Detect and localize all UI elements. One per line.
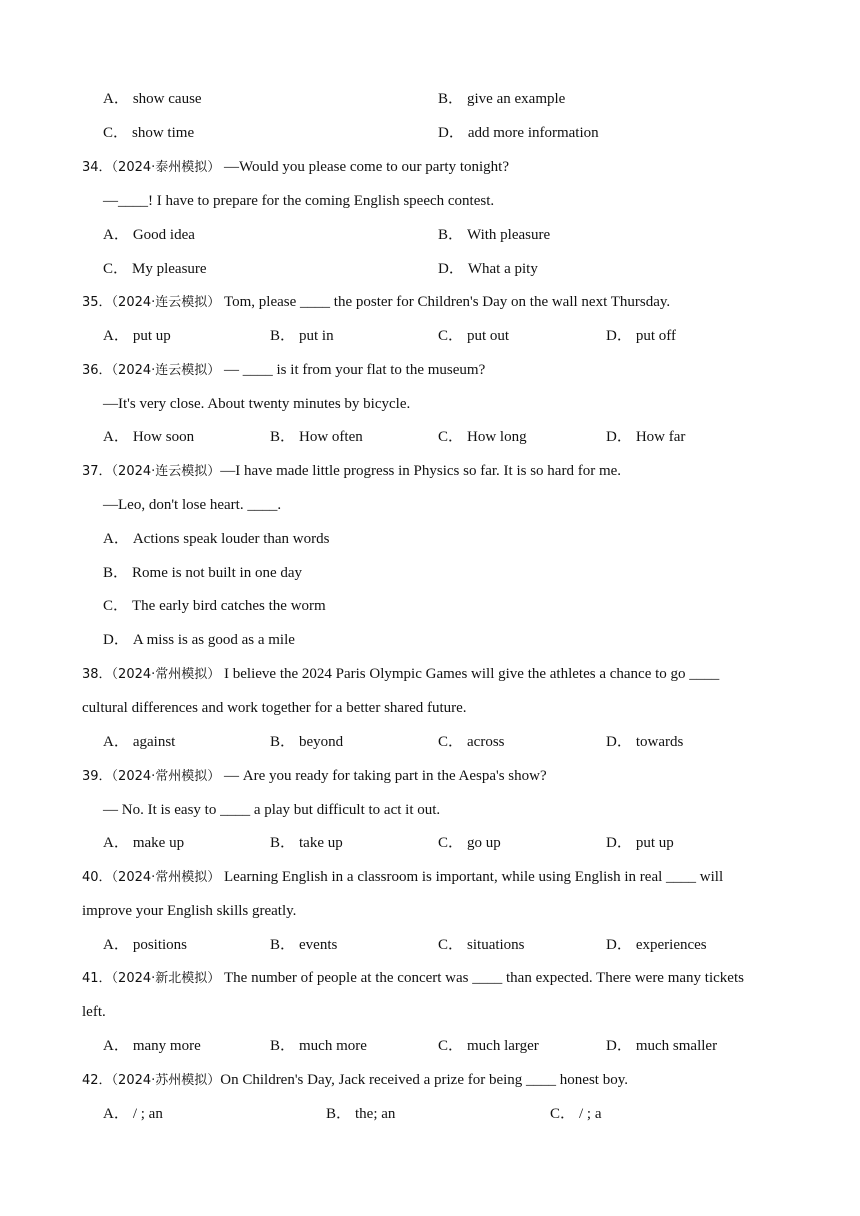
q39-option-a: A． make up (103, 835, 185, 851)
q38-option-d: D． towards (606, 734, 684, 750)
q41-option-a: A． many more (103, 1038, 201, 1054)
q33-option-c: C． show time (103, 125, 195, 141)
q41-stem-line2: left. (82, 1004, 106, 1020)
q37-option-d: D． A miss is as good as a mile (103, 632, 295, 648)
q41-option-c: C． much larger (438, 1038, 539, 1054)
q34-stem-line2: —____! I have to prepare for the coming English speech contest. (103, 193, 495, 209)
q38-option-a: A． against (103, 734, 176, 750)
q34-option-d: D． What a pity (438, 261, 538, 277)
q40-stem-line2: improve your English skills greatly. (82, 903, 297, 919)
q35-option-d: D． put off (606, 328, 676, 344)
q42-option-b: B． the; an (326, 1106, 396, 1122)
q34-option-b: B． With pleasure (438, 227, 551, 243)
q38-stem-line2: cultural differences and work together for a better shared future. (82, 700, 467, 716)
q40-stem: 40．（2024·常州模拟） Learning English in a classroom is important, while using English in real ____ will (82, 869, 724, 885)
q42-option-a: A． / ; an (103, 1106, 163, 1122)
q39-stem: 39．（2024·常州模拟） — Are you ready for taking part in the Aespa's show? (82, 768, 547, 784)
q34-option-c: C． My pleasure (103, 261, 207, 277)
q37-stem: 37．（2024·连云模拟）—I have made little progress in Physics so far. It is so hard for me. (82, 463, 622, 479)
q35-option-c: C． put out (438, 328, 510, 344)
q33-option-a: A． show cause (103, 91, 202, 107)
q36-option-d: D． How far (606, 429, 686, 445)
q40-option-d: D． experiences (606, 937, 707, 953)
q34-stem: 34．（2024·泰州模拟） —Would you please come to our party tonight? (82, 159, 509, 175)
q36-option-a: A． How soon (103, 429, 195, 445)
q42-stem: 42．（2024·苏州模拟）On Children's Day, Jack received a prize for being ____ honest boy. (82, 1072, 628, 1088)
q36-stem: 36．（2024·连云模拟） — ____ is it from your flat to the museum? (82, 362, 486, 378)
q35-option-a: A． put up (103, 328, 171, 344)
q37-option-c: C． The early bird catches the worm (103, 598, 326, 614)
q40-option-c: C． situations (438, 937, 525, 953)
q40-option-b: B． events (270, 937, 338, 953)
q41-stem: 41．（2024·新北模拟） The number of people at the concert was ____ than expected. There were many tickets (82, 970, 744, 986)
q41-option-b: B． much more (270, 1038, 367, 1054)
q38-option-b: B． beyond (270, 734, 344, 750)
q38-option-c: C． across (438, 734, 505, 750)
q39-stem-line2: — No. It is easy to ____ a play but difficult to act it out. (103, 802, 441, 818)
q36-option-b: B． How often (270, 429, 363, 445)
q37-stem-line2: —Leo, don't lose heart. ____. (103, 497, 282, 513)
q33-option-b: B． give an example (438, 91, 566, 107)
q33-option-d: D． add more information (438, 125, 599, 141)
q39-option-c: C． go up (438, 835, 501, 851)
q35-stem: 35．（2024·连云模拟） Tom, please ____ the poster for Children's Day on the wall next Thursday. (82, 294, 671, 310)
q34-option-a: A． Good idea (103, 227, 195, 243)
q37-option-b: B． Rome is not built in one day (103, 565, 303, 581)
q42-option-c: C． / ; a (550, 1106, 602, 1122)
q37-option-a: A． Actions speak louder than words (103, 531, 330, 547)
q39-option-d: D． put up (606, 835, 674, 851)
q35-option-b: B． put in (270, 328, 334, 344)
q41-option-d: D． much smaller (606, 1038, 718, 1054)
q36-stem-line2: —It's very close. About twenty minutes by bicycle. (103, 396, 411, 412)
q38-stem: 38．（2024·常州模拟） I believe the 2024 Paris Olympic Games will give the athletes a chance to go ____ (82, 666, 720, 682)
q39-option-b: B． take up (270, 835, 343, 851)
q36-option-c: C． How long (438, 429, 527, 445)
q40-option-a: A． positions (103, 937, 188, 953)
